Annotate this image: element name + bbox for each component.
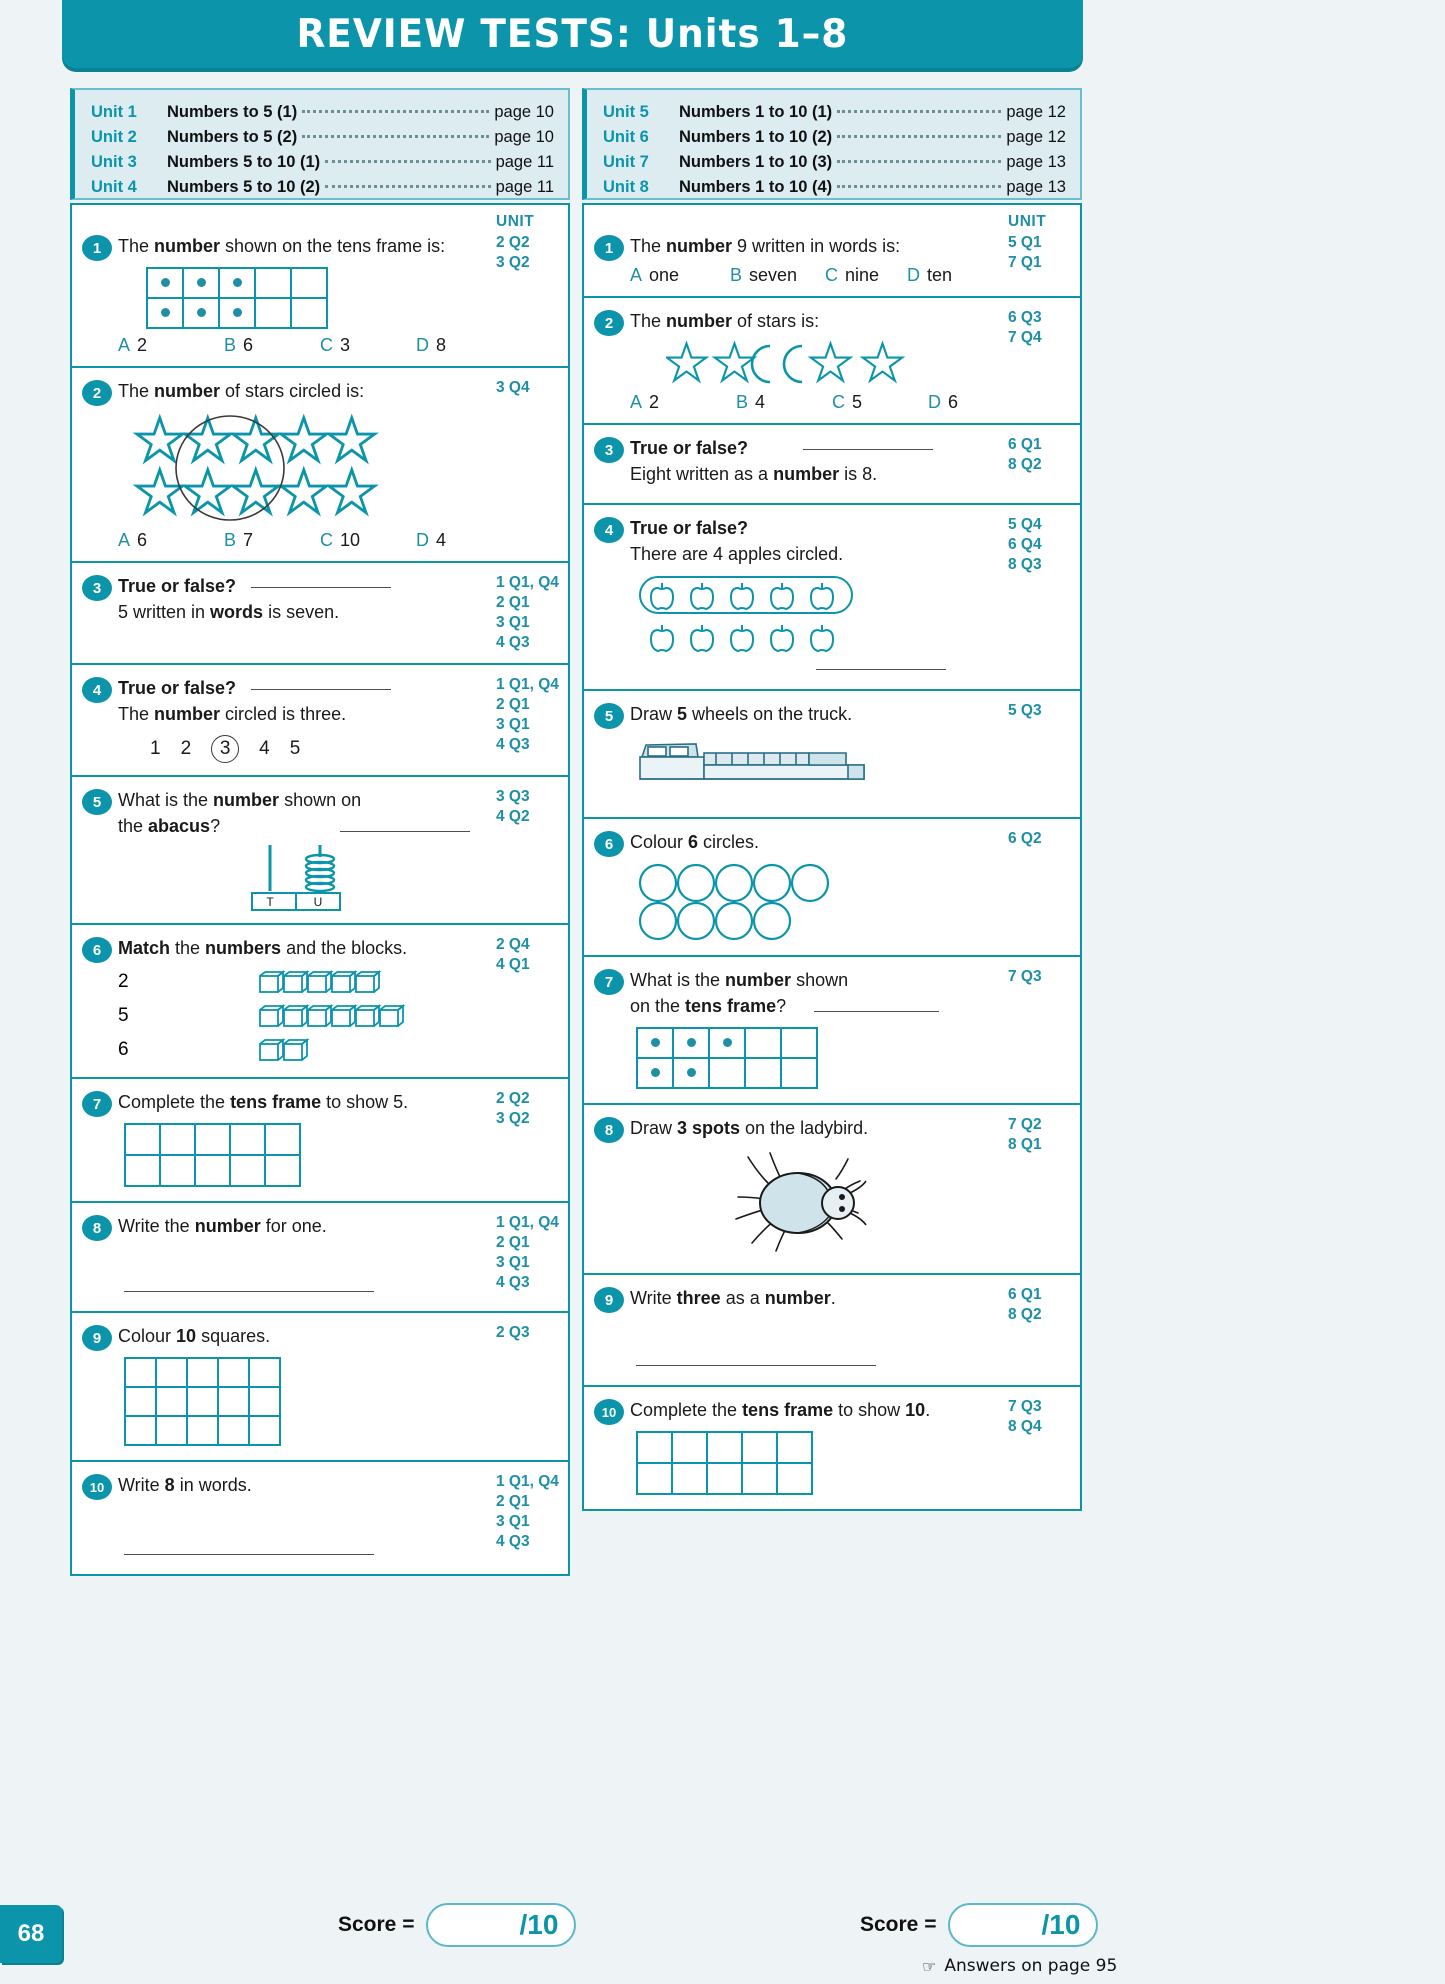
index-page: page 10 [494,128,554,146]
question-item [72,1462,568,1574]
dot-leader [325,160,490,163]
abacus-diagram [248,841,488,911]
unit-reference: 3 Q3 4 Q2 [496,788,530,825]
option-c[interactable]: C 5 [832,392,863,412]
unit-column-header: UNIT [496,213,535,230]
number-sequence: 1 2 3 4 5 [150,735,488,763]
question-item [72,925,568,1079]
dot-leader [302,110,489,113]
svg-text:U: U [313,895,323,909]
answers-note [922,1956,1117,1976]
unit-reference: 1 Q1, Q4 2 Q1 3 Q1 4 Q3 [496,1214,559,1291]
blocks-group [258,1002,438,1030]
index-title: Numbers 5 to 10 (2) [167,178,321,196]
unit-reference: 3 Q4 [496,379,530,396]
index-title: Numbers to 5 (1) [167,103,298,121]
tens-frame-diagram [146,267,328,329]
question-text: Colour 6 circles. [630,832,760,852]
dot-leader [302,135,489,138]
answer-line[interactable] [251,689,391,690]
apples-diagram [636,573,1000,661]
circles-diagram[interactable] [636,863,1000,941]
index-row [91,125,554,150]
index-title: Numbers 1 to 10 (3) [679,153,833,171]
question-number: 6 [82,937,112,963]
unit-reference: 1 Q1, Q4 2 Q1 3 Q1 4 Q3 [496,676,559,753]
option-d[interactable]: D 8 [416,335,447,355]
dot-leader [837,135,1001,138]
option-c[interactable]: C 10 [320,530,361,550]
unit-reference: 7 Q3 [1008,968,1042,985]
question-text: Complete the tens frame to show 10. [630,1400,931,1420]
question-text: Write the number for one. [118,1216,327,1236]
question-number: 5 [594,703,624,729]
question-text: True or false? [118,675,488,701]
index-row [603,175,1066,200]
dot-leader [837,185,1001,188]
index-unit-label: Unit 3 [91,153,137,171]
tens-frame-diagram [636,1027,818,1089]
unit-reference: 6 Q3 7 Q4 [1008,309,1042,346]
question-number: 9 [82,1325,112,1351]
unit-reference: 1 Q1, Q4 2 Q1 3 Q1 4 Q3 [496,574,559,651]
question-text: Draw 3 spots on the ladybird. [630,1118,869,1138]
answer-options [630,392,1000,413]
match-row: 2 [118,965,488,999]
question-item [584,1387,1080,1509]
question-text: Draw 5 wheels on the truck. [630,704,853,724]
question-text: Match the numbers and the blocks. [118,938,408,958]
question-number: 5 [82,789,112,815]
question-item [584,1105,1080,1275]
question-subtext: on the tens frame? [630,993,1000,1019]
option-a[interactable]: A 2 [630,392,660,412]
question-text: The number of stars circled is: [118,381,365,401]
option-a[interactable]: A one [630,265,680,285]
unit-reference: 5 Q4 6 Q4 8 Q3 [1008,516,1042,573]
question-item [584,298,1080,425]
answer-options [118,530,488,551]
question-item [584,425,1080,505]
unit-reference: 2 Q4 4 Q1 [496,936,530,973]
option-b[interactable]: B 6 [224,335,254,355]
unit-reference: 6 Q2 [1008,830,1042,847]
score-label: Score = [338,1913,415,1936]
unit-reference: 1 Q1, Q4 2 Q1 3 Q1 4 Q3 [496,1473,559,1550]
index-page: page 13 [1006,153,1066,171]
index-unit-label: Unit 5 [603,103,649,121]
question-subtext: Eight written as a number is 8. [630,464,878,484]
question-subtext: 5 written in words is seven. [118,602,340,622]
match-row: 6 [118,1033,488,1067]
question-text: True or false? [118,573,488,599]
question-item [584,691,1080,819]
svg-text:T: T [266,895,274,909]
unit-reference: 2 Q2 3 Q2 [496,1090,530,1127]
answer-options [630,265,1000,286]
score-right [860,1903,1098,1947]
question-text: What is the number shown on [118,790,362,810]
dot-leader [837,160,1001,163]
option-b[interactable]: B 4 [736,392,766,412]
question-item [72,665,568,777]
index-row [91,175,554,200]
unit-reference: 7 Q3 8 Q4 [1008,1398,1042,1435]
question-text: Write three as a number. [630,1288,836,1308]
unit-reference: 7 Q2 8 Q1 [1008,1116,1042,1153]
question-number: 10 [82,1474,112,1500]
index-page: page 13 [1006,178,1066,196]
index-unit-label: Unit 1 [91,103,137,121]
question-text: Colour 10 squares. [118,1326,271,1346]
score-input[interactable]: /10 [948,1903,1098,1947]
question-number: 2 [594,310,624,336]
question-number: 8 [82,1215,112,1241]
unit-reference: 2 Q2 3 Q2 [496,234,530,271]
index-row [603,100,1066,125]
question-item [72,1313,568,1462]
answer-line[interactable] [124,1554,374,1555]
score-label: Score = [860,1913,937,1936]
question-text: The number of stars is: [630,311,820,331]
pointing-hand-icon: ☞ [922,1956,937,1976]
question-text: The number shown on the tens frame is: [118,236,446,256]
question-item [72,563,568,665]
index-row [91,100,554,125]
question-number: 7 [82,1091,112,1117]
tens-frame-diagram[interactable] [124,1123,301,1187]
index-unit-label: Unit 4 [91,178,137,196]
question-item [72,1203,568,1313]
match-row: 5 [118,999,488,1033]
index-page: page 11 [495,178,554,196]
unit-reference: 2 Q3 [496,1324,530,1341]
question-subtext: There are 4 apples circled. [630,544,844,564]
option-b[interactable]: B 7 [224,530,254,550]
test-column-left [70,203,570,1576]
question-number: 3 [594,437,624,463]
question-text: Complete the tens frame to show 5. [118,1092,409,1112]
answer-line[interactable] [814,1011,939,1012]
question-number: 8 [594,1117,624,1143]
unit-reference: 5 Q3 [1008,702,1042,719]
index-page: page 11 [495,153,554,171]
question-text: True or false? [630,518,749,538]
question-number: 2 [82,380,112,406]
question-number: 1 [82,235,112,261]
unit-column-header: UNIT [1008,213,1047,230]
question-number: 10 [594,1399,624,1425]
index-row [603,150,1066,175]
colour-grid[interactable] [124,1357,281,1446]
unit-reference: 6 Q1 8 Q2 [1008,1286,1042,1323]
index-page: page 10 [494,103,554,121]
dot-leader [325,185,490,188]
unit-column-header-row [72,205,568,231]
page-number-tab: 68 [0,1905,62,1963]
answer-line[interactable] [816,669,946,670]
question-item [72,368,568,563]
index-unit-label: Unit 6 [603,128,649,146]
question-item [584,231,1080,298]
score-input[interactable]: /10 [426,1903,576,1947]
index-unit-label: Unit 7 [603,153,649,171]
question-item [584,1275,1080,1387]
option-a[interactable]: A 6 [118,530,148,550]
option-d[interactable]: D 6 [928,392,959,412]
truck-picture [636,735,1000,795]
unit-reference: 6 Q1 8 Q2 [1008,436,1042,473]
index-title: Numbers 5 to 10 (1) [167,153,321,171]
question-text: Write 8 in words. [118,1475,252,1495]
question-item [72,777,568,925]
answer-line[interactable] [340,831,470,832]
question-item [584,505,1080,691]
question-subtext: the abacus? [118,813,488,839]
index-title: Numbers 1 to 10 (4) [679,178,833,196]
answers-note-text: Answers on page 95 [944,1956,1118,1976]
question-number: 7 [594,969,624,995]
question-text: The number 9 written in words is: [630,236,901,256]
test-column-right [582,203,1082,1511]
question-text: What is the number shown [630,970,849,990]
question-number: 4 [594,517,624,543]
question-item [584,819,1080,957]
answer-line[interactable] [251,587,391,588]
stars-and-moons-diagram [666,340,1000,388]
question-item [584,957,1080,1105]
blocks-group [258,968,408,996]
tens-frame-diagram[interactable] [636,1431,813,1495]
question-number: 1 [594,235,624,261]
option-b[interactable]: B seven [730,265,798,285]
option-d[interactable]: D ten [907,265,953,285]
page-title: REVIEW TESTS: Units 1–8 [296,11,849,57]
page-header-banner [62,0,1083,68]
score-left [338,1903,576,1947]
index-unit-label: Unit 8 [603,178,649,196]
dot-leader [837,110,1001,113]
index-row [603,125,1066,150]
stars-diagram [118,410,488,528]
option-a[interactable]: A 2 [118,335,148,355]
ladybird-picture [730,1147,1000,1257]
index-row [91,150,554,175]
index-unit-label: Unit 2 [91,128,137,146]
question-number: 6 [594,831,624,857]
question-item [72,231,568,368]
question-number: 9 [594,1287,624,1313]
answer-line[interactable] [636,1365,876,1366]
blocks-group [258,1036,328,1064]
index-box-right [582,88,1082,200]
option-d[interactable]: D 4 [416,530,447,550]
option-c[interactable]: C nine [825,265,880,285]
unit-column-header-row [584,205,1080,231]
index-title: Numbers 1 to 10 (2) [679,128,833,146]
answer-options [118,335,488,356]
question-text: True or false? [630,435,1000,461]
index-title: Numbers 1 to 10 (1) [679,103,833,121]
unit-reference: 5 Q1 7 Q1 [1008,234,1042,271]
question-number: 3 [82,575,112,601]
circled-number: 3 [211,735,239,763]
answer-line[interactable] [803,449,933,450]
question-item [72,1079,568,1203]
index-page: page 12 [1006,128,1066,146]
index-title: Numbers to 5 (2) [167,128,298,146]
match-rows [118,965,488,1067]
index-page: page 12 [1006,103,1066,121]
index-box-left [70,88,570,200]
question-number: 4 [82,677,112,703]
answer-line[interactable] [124,1291,374,1292]
question-subtext: The number circled is three. [118,704,347,724]
option-c[interactable]: C 3 [320,335,351,355]
